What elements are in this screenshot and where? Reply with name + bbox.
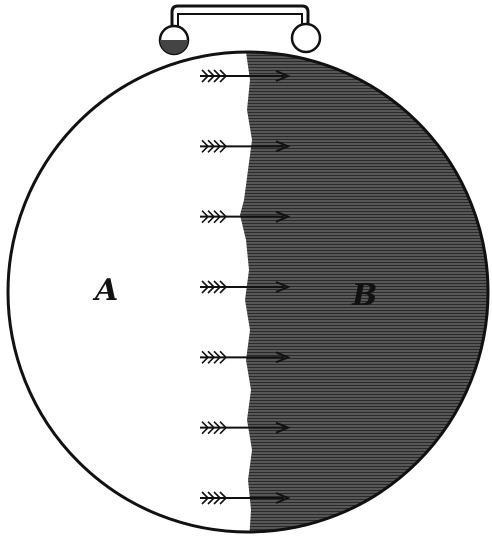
left-bulb-icon — [160, 26, 188, 54]
region-label-b: B — [352, 278, 378, 313]
right-bulb-icon — [292, 24, 320, 52]
suspension-loop — [172, 6, 308, 34]
region-label-a: A — [95, 273, 119, 308]
